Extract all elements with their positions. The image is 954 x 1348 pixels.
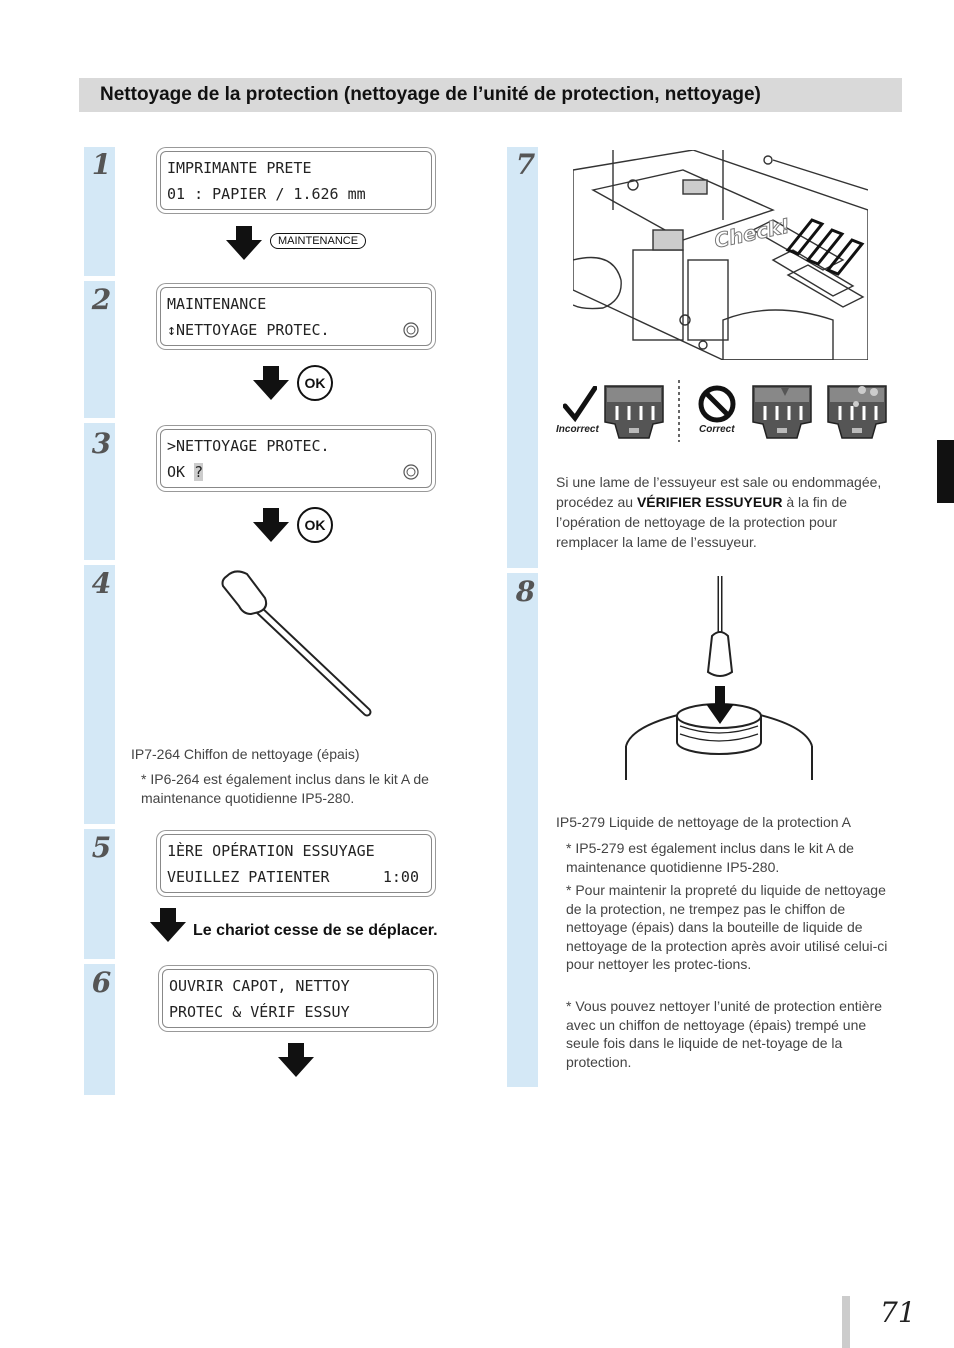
step4-caption: IP7-264 Chiffon de nettoyage (épais): [131, 746, 360, 762]
step-column-8: [507, 573, 538, 1087]
step-number: 1: [91, 148, 112, 181]
step-number: 3: [91, 427, 112, 460]
correct-label: Correct: [699, 424, 735, 435]
lcd-line: 1ÈRE OPÉRATION ESSUYAGE: [167, 842, 375, 860]
cleaning-swab-illustration: [215, 568, 380, 723]
page-number: 71: [880, 1296, 916, 1329]
lcd-display-1: [160, 151, 432, 210]
step5-note: Le chariot cesse de se déplacer.: [193, 922, 438, 939]
lcd-line: VEUILLEZ PATIENTER: [167, 868, 330, 886]
target-icon: [403, 322, 419, 338]
down-arrow-icon: [253, 508, 289, 542]
step8-note: * IP5-279 est également inclus dans le kit A de maintenance quotidienne IP5-280.: [566, 840, 854, 875]
step7-instruction: [556, 472, 891, 552]
step-number: 8: [515, 575, 536, 608]
down-arrow-icon: [278, 1043, 314, 1077]
cleaning-liquid-bottle-illustration: [622, 576, 818, 780]
section-title: Nettoyage de la protection (nettoyage de l’unité de protection, nettoyage): [100, 84, 761, 105]
lcd-line: ↕NETTOYAGE PROTEC.: [167, 321, 330, 339]
step-number: 7: [515, 148, 536, 181]
incorrect-label: Incorrect: [556, 424, 599, 435]
lcd-display-3: [160, 429, 432, 488]
lcd-line: IMPRIMANTE PRETE: [167, 159, 312, 177]
lcd-line: MAINTENANCE: [167, 295, 267, 313]
step8-note: * Vous pouvez nettoyer l’unité de protection entière avec un chiffon de nettoyage (épais) trempé une seule fois dans le liquide de net-toyage de la protection.: [566, 998, 882, 1070]
wiper-blade-icon-dirty: [826, 384, 888, 440]
target-icon: [403, 464, 419, 480]
divider: [677, 380, 681, 442]
step-number: 6: [91, 966, 112, 999]
down-arrow-icon: [253, 366, 289, 400]
checkmark-icon: [563, 386, 597, 422]
wiper-machine-illustration: [573, 150, 868, 360]
lcd-display-6: [162, 969, 434, 1028]
step8-caption: IP5-279 Liquide de nettoyage de la protection A: [556, 814, 851, 830]
lcd-line: PROTEC & VÉRIF ESSUY: [169, 1003, 350, 1021]
wiper-blade-icon-damaged: [751, 384, 813, 440]
down-arrow-icon: [150, 908, 186, 942]
verify-wiper-link: VÉRIFIER ESSUYEUR: [636, 494, 783, 510]
step4-note: * IP6-264 est également inclus dans le kit A de maintenance quotidienne IP5-280.: [141, 771, 429, 806]
lcd-line: 01 : PAPIER / 1.626 mm: [167, 185, 366, 203]
step-column-7: [507, 147, 538, 568]
prohibited-icon: [697, 384, 737, 424]
step-number: 4: [91, 567, 112, 600]
step7-text-after: à la fin de l’opération de nettoyage de la protection pour remplacer la lame de l’essuyeur.: [556, 494, 848, 550]
step7-text-before: Si une lame de l’essuyeur est sale ou endommagée, procédez au: [556, 474, 882, 510]
down-arrow-icon: [226, 226, 262, 260]
chapter-tab: [937, 440, 954, 503]
wiper-blade-icon-clean: [603, 384, 665, 440]
lcd-line: OUVRIR CAPOT, NETTOY: [169, 977, 350, 995]
lcd-timer: 1:00: [382, 868, 419, 886]
step-number: 2: [91, 283, 112, 316]
lcd-ok-text: OK: [167, 463, 195, 481]
maintenance-button[interactable]: MAINTENANCE: [270, 233, 366, 249]
lcd-line: [167, 463, 203, 481]
ok-button[interactable]: OK: [297, 507, 333, 543]
ok-button[interactable]: OK: [297, 365, 333, 401]
step8-note: * Pour maintenir la propreté du liquide de nettoyage de la protection, ne trempez pas le chiffon de nettoyage (épais) dans la bouteille de liquide de nettoyage de la protection après avoir utilisé celui-ci pour nettoyer les protec-tions.: [566, 882, 888, 972]
lcd-line: >NETTOYAGE PROTEC.: [167, 437, 330, 455]
lcd-display-2: [160, 287, 432, 346]
lcd-display-5: [160, 834, 432, 893]
step-number: 5: [91, 831, 112, 864]
page-number-bar: [842, 1296, 850, 1348]
check-label: Check!: [712, 213, 793, 253]
step-column-4: [84, 565, 115, 824]
lcd-cursor: ?: [194, 463, 204, 481]
